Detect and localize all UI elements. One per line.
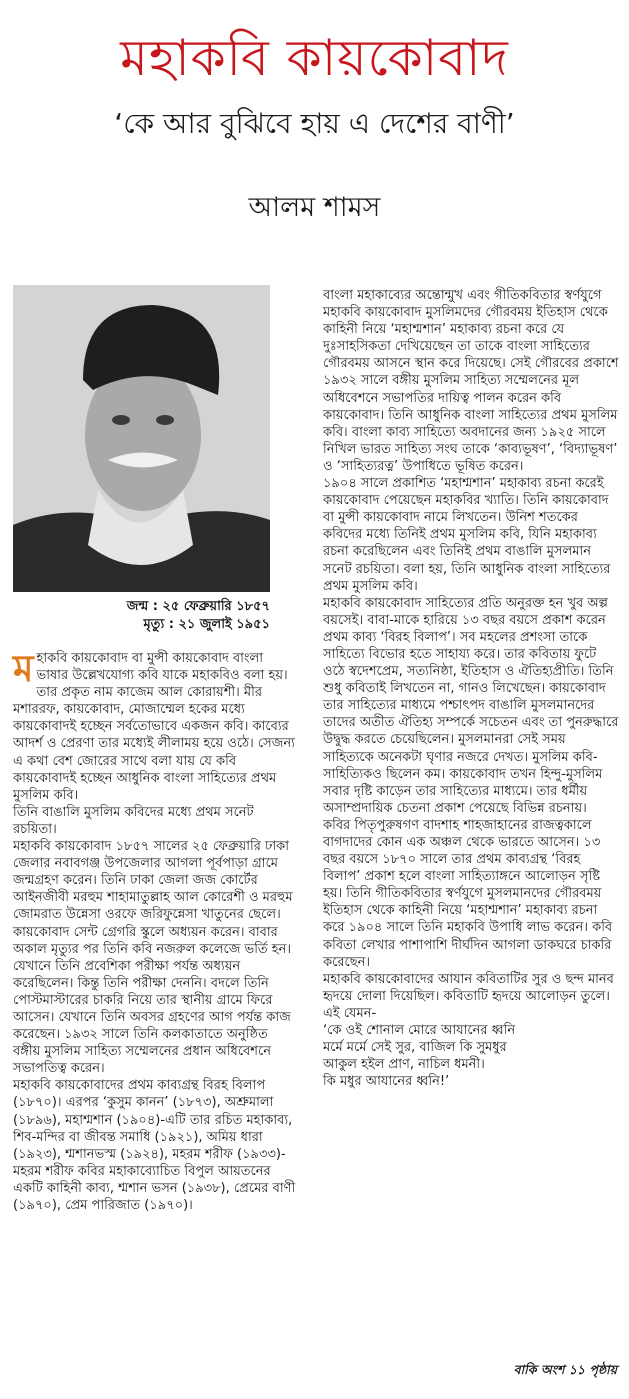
article-title: মহাকবি কায়কোবাদ	[120, 29, 509, 87]
right-column	[323, 287, 619, 1090]
portrait-photo	[13, 285, 270, 592]
paragraph: ১৯০৪ সালে প্রকাশিত ‘মহাশ্মশান’ মহাকাব্য রচনা করেই কায়কোবাদ পেয়েছেন মহাকবির খ্যাতি। তিনি কায়কোবাদ বা মুন্সী কায়কোবাদ নামে লিখতেন। উনিশ শতকের কবিদের মধ্যে তিনিই প্রথম মুসলিম কবি, যিনি মহাকাব্য রচনা করেছিলেন এবং তিনিই প্রথম বাঙালি মুসলমান সনেট রচয়িতা। বলা হয়, তিনি আধুনিক বাংলা সাহিত্যের প্রথম মুসলিম কবি।	[323, 476, 611, 594]
paragraph: মহাকবি কায়কোবাদের প্রথম কাব্যগ্রন্থ বিরহ বিলাপ (১৮৭০)। এরপর ‘কুসুম কানন’ (১৮৭৩), অশ্রুমালা (১৮৯৬), মহাশ্মশান (১৯০৪)-এটি তার রচিত মহাকাব্য, শিব-মন্দির বা জীবন্ত সমাধি (১৯২১), অমিয় ধারা (১৯২৩), শ্মশানভস্ম (১৯২৪), মহরম শরীফ (১৯৩৩)- মহরম শরীফ কবির মহাকাব্যোচিত বিপুল আয়তনের একটি কাহিনী কাব্য, শ্মশান ভসন (১৯৩৮), প্রেমের বাণী (১৯৭০), প্রেম পারিজাত (১৯৭০)।	[13, 1078, 296, 1213]
continued-note: বাকি অংশ ১১ পৃষ্ঠায়	[513, 1362, 617, 1377]
poem-line: আকুল হইল প্রাণ, নাচিল ধমনী।	[323, 1057, 485, 1073]
paragraph: বাংলা মহাকাব্যের অন্তোন্মুখ এবং গীতিকবিতার স্বর্ণযুগে মহাকবি কায়কোবাদ মুসলিমদের গৌরবময় ইতিহাস থেকে কাহিনী নিয়ে ‘মহাশ্মশান’ মহাকাব্য রচনা করে যে দুঃসাহসিকতা দেখিয়েছেন তা তাকে বাংলা সাহিত্যের গৌরবময় আসনে স্থান করে দিয়েছে। সেই গৌরবের প্রকাশে ১৯৩২ সালে বঙ্গীয় মুসলিম সাহিত্য সম্মেলনের মূল অধিবেশনে সভাপতির দায়িত্ব পালন করেন কবি কায়কোবাদ। তিনি আধুনিক বাংলা সাহিত্যের প্রথম মুসলিম কবি। বাংলা কাব্য সাহিত্যে অবদানের জন্য ১৯২৫ সালে নিখিল ভারত সাহিত্য সংঘ তাকে ‘কাব্যভূষণ’, ‘বিদ্যাভূষণ’ ও ‘সাহিত্যরত্ন’ উপাধিতে ভূষিত করেন।	[323, 288, 619, 474]
paragraph	[13, 647, 297, 804]
poem-line: কি মধুর আযানের ধ্বনি!’	[323, 1074, 450, 1090]
paragraph: মহাকবি কায়কোবাদের আযান কবিতাটির সুর ও ছন্দ মানব হৃদয়ে দোলা দিয়েছিল। কবিতাটি হৃদয়ে আলোড়ন তুলে। এই যেমন-	[323, 971, 614, 1021]
author-byline: আলম শামস	[248, 192, 381, 223]
paragraph: মহাকবি কায়কোবাদ ১৮৫৭ সালের ২৫ ফেব্রুয়ারি ঢাকা জেলার নবাবগঞ্জ উপজেলার আগলা পূর্বপাড়া গ্রামে জন্মগ্রহণ করেন। তিনি ঢাকা জেলা জজ কোর্টের আইনজীবী মরহুম শাহামাতুল্লাহ আল কোরেশী ও মরহুম জোমরাত উন্নেসা ওরফে জরিফুন্নেসা খাতুনের ছেলে। কায়কোবাদ সেন্ট গ্রেগরি স্কুলে অধ্যয়ন করেন। বাবার অকাল মৃত্যুর পর তিনি কবি নজরুল কলেজে ভর্তি হন। যেখানে তিনি প্রবেশিকা পরীক্ষা পর্যন্ত অধ্যয়ন করেছিলেন। কিন্তু তিনি পরীক্ষা দেননি। বদলে তিনি পোস্টমাস্টারের চাকরি নিয়ে তার স্থানীয় গ্রামে ফিরে আসেন। যেখানে তিনি অবসর গ্রহণের আগ পর্যন্ত কাজ করেছেন। ১৯৩২ সালে তিনি কলকাতাতে অনুষ্ঠিত বঙ্গীয় মুসলিম সাহিত্য সম্মেলনের প্রধান অধিবেশনে সভাপতিত্ব করেন।	[13, 839, 293, 1077]
paragraph: মহাকবি কায়কোবাদ সাহিত্যের প্রতি অনুরক্ত হন খুব অল্প বয়সেই। বাবা-মাকে হারিয়ে ১৩ বছর বয়সে প্রকাশ করেন প্রথম কাব্য ‘বিরহ বিলাপ’। সব মহলের প্রশংসা তাকে সাহিত্যে বিভোর হতে সাহায্য করে। তার কবিতায় ফুটে ওঠে স্বদেশপ্রেম, সত্যনিষ্ঠা, ইতিহাস ও ঐতিহ্যপ্রীতি। তিনি শুধু কবিতাই লিখতেন না, গানও লিখেছেন। কায়কোবাদ তার সাহিত্যের মাধ্যমে পশ্চাৎপদ বাঙালি মুসলমানদের তাদের অতীত ঐতিহ্য সম্পর্কে সচেতন এবং তা পুনরুদ্ধারে উদ্বুদ্ধ করতে চেয়েছিলেন। মুসলমানরা সেই সময় সাহিত্যকে অনেকটা ঘৃণার নজরে দেখত। মুসলিম কবি-সাহিত্যিকও ছিলেন কম। কায়কোবাদ তখন হিন্দু-মুসলিম সবার দৃষ্টি কাড়েন তার সাহিত্যের মাধ্যমে। তার ধর্মীয় অসাম্প্রদায়িক চেতনা প্রকাশ পেয়েছে বিভিন্ন রচনায়।	[323, 595, 619, 816]
poem-line: ‘কে ওই শোনাল মোরে আযানের ধ্বনি	[323, 1023, 516, 1039]
birth-date: জন্ম : ২৫ ফেব্রুয়ারি ১৮৫৭	[126, 599, 270, 614]
left-column	[13, 647, 297, 1214]
paragraph: তিনি বাঙালি মুসলিম কবিদের মধ্যে প্রথম সনেট রচয়িতা।	[13, 804, 254, 837]
paragraph-text: হাকবি কায়কোবাদ বা মুন্সী কায়কোবাদ বাংলা ভাষার উল্লেখযোগ্য কবি যাকে মহাকবিও বলা হয়। তার প্রকৃত নাম কাজেম আল কোরায়শী। মীর মশাররফ, কায়কোবাদ, মোজাম্মেল হকের মধ্যে কায়কোবাদই হচ্ছেন সর্বতোভাবে একজন কবি। কাব্যের আদর্শ ও প্রেরণা তার মধ্যেই লীলাময় হয়ে ওঠে। সেজন্য এ কথা বেশ জোরের সাথে বলা যায় যে কবি কায়কোবাদই হচ্ছেন আধুনিক বাংলা সাহিত্যের প্রথম মুসলিম কবি।	[13, 651, 295, 803]
paragraph: কবির পিতৃপুরুষগণ বাদশাহ শাহজাহানের রাজত্বকালে বাগদাদের কোন এক অঞ্চল থেকে ভারতে আসেন। ১৩ বছর বয়সে ১৮৭০ সালে তার প্রথম কাব্যগ্রন্থ ‘বিরহ বিলাপ’ প্রকাশ হলে বাংলা সাহিত্যাঙ্গনে আলোড়ন সৃষ্টি হয়। তিনি গীতিকবিতার স্বর্ণযুগে মুসলমানদের গৌরবময় ইতিহাস থেকে কাহিনী নিয়ে ‘মহাশ্মশান’ মহাকাব্য রচনা করে ১৯০৪ সালে তিনি মহাকবি উপাধি লাভ করেন। কবি কবিতা লেখার পাশাপাশি দীর্ঘদিন আগলা ডাকঘরে চাকরি করেছেন।	[323, 817, 613, 970]
poem-line: মর্মে মর্মে সেই সুর, বাজিল কি সুমধুর	[323, 1040, 507, 1056]
article-subtitle: ‘কে আর বুঝিবে হায় এ দেশের বাণী’	[114, 107, 515, 140]
drop-cap: ম	[13, 647, 34, 690]
death-date: মৃত্যু : ২১ জুলাই ১৯৫১	[143, 617, 270, 632]
